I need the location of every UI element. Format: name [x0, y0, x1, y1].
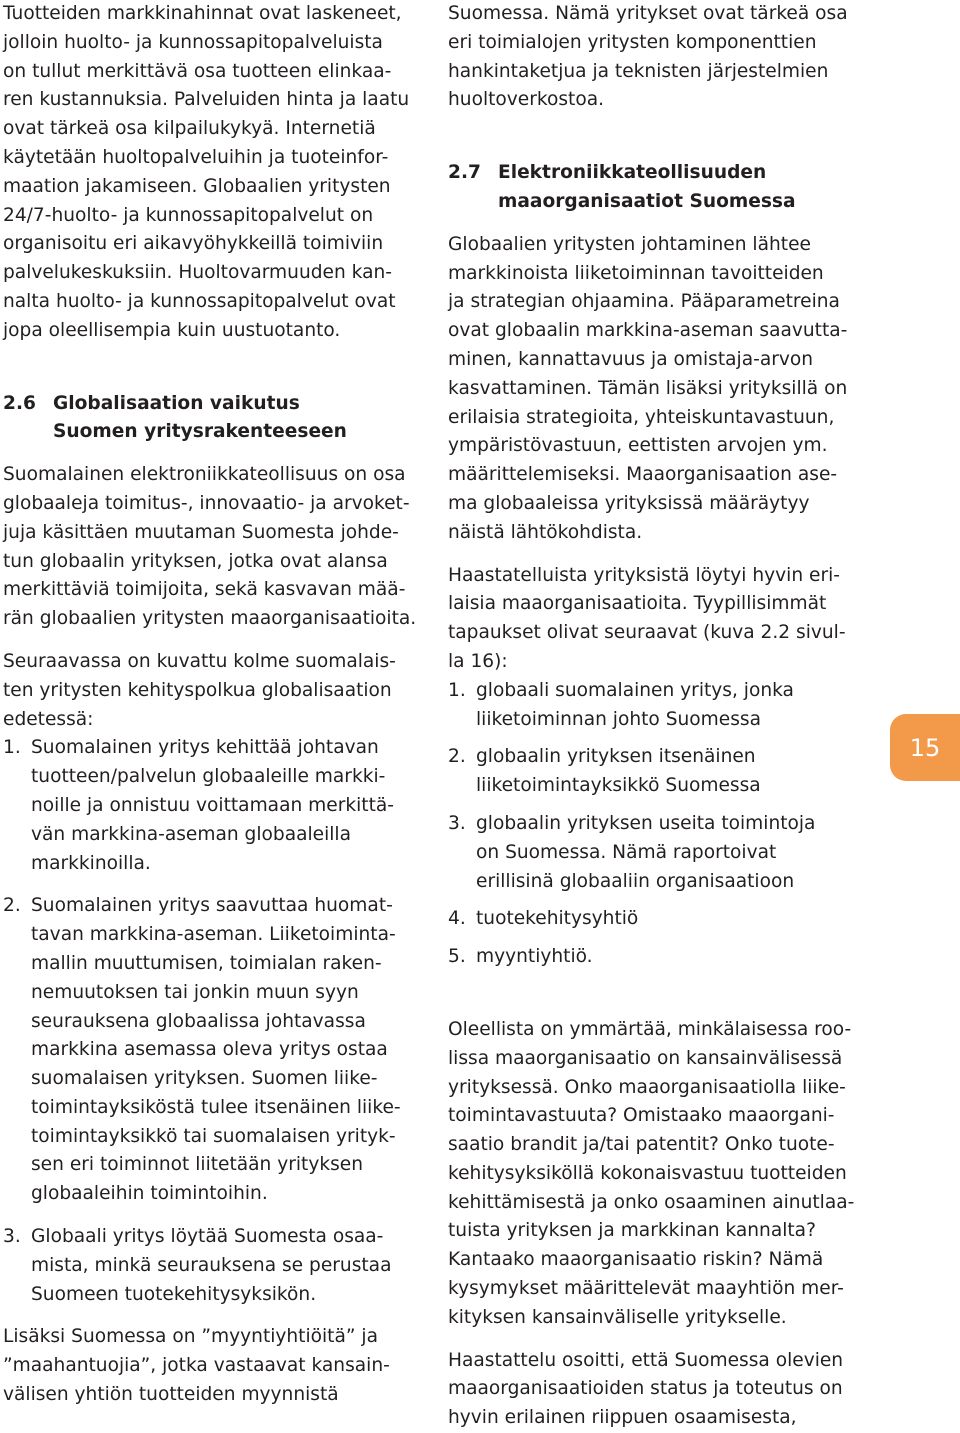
text-line: Lisäksi Suomessa on ”myyntiyhtiöitä” ja: [3, 1326, 378, 1348]
section-heading-2-7: [448, 159, 868, 217]
text-line: tapaukset olivat seuraavat (kuva 2.2 sivul-: [448, 622, 846, 644]
text-line: määrittelemiseksi. Maaorganisaation ase-: [448, 464, 838, 486]
text-line: on Suomessa. Nämä raportoivat: [476, 841, 777, 863]
text-line: Haastatelluista yrityksistä löytyi hyvin eri-: [448, 564, 840, 586]
text-line: Haastattelu osoitti, että Suomessa olevien: [448, 1349, 844, 1371]
text-line: ovat tärkeä osa kilpailukykyä. Internetiä: [3, 118, 376, 140]
list-number: 3.: [448, 812, 466, 834]
paragraph: [448, 562, 868, 677]
text-line: Globaali yritys löytää Suomesta osaa-: [31, 1226, 384, 1248]
numbered-list: [448, 677, 868, 972]
text-line: ”maahantuojia”, jotka vastaavat kansain-: [3, 1355, 390, 1377]
text-line: globaaleihin toimintoihin.: [31, 1183, 268, 1205]
right-column: [448, 0, 868, 1433]
text-line: hyvin erilainen riippuen osaamisesta,: [448, 1407, 797, 1429]
text-line: Suomessa. Nämä yritykset ovat tärkeä osa: [448, 3, 848, 24]
text-line: ten yritysten kehityspolkua globalisaation: [3, 679, 392, 701]
text-line: hankintaketjua ja teknisten järjestelmien: [448, 60, 829, 82]
text-line: Suomalainen yritys saavuttaa huomat-: [31, 895, 393, 917]
list-number: 3.: [3, 1226, 21, 1248]
text-line: maaorganisaatioiden status ja toteutus on: [448, 1378, 843, 1400]
text-line: organisoitu eri aikavyöhykkeillä toimiviin: [3, 233, 384, 255]
text-line: globaali suomalainen yritys, jonka: [476, 679, 794, 701]
text-line: liiketoiminnan johto Suomessa: [476, 708, 761, 730]
text-line: Kantaako maaorganisaatio riskin? Nämä: [448, 1249, 824, 1271]
list-number: 1.: [448, 679, 466, 701]
text-line: Suomeen tuotekehitysyksikön.: [31, 1283, 317, 1305]
text-line: Tuotteiden markkinahinnat ovat laskeneet,: [3, 3, 402, 24]
paragraph: [448, 231, 868, 548]
text-line: saatio brandit ja/tai patentit? Onko tuote-: [448, 1134, 835, 1156]
text-line: erilaisia strategioita, yhteiskuntavastuun,: [448, 406, 835, 428]
text-line: juja käsittäen muutaman Suomesta johde-: [3, 521, 399, 543]
text-line: maation jakamiseen. Globaalien yritysten: [3, 175, 391, 197]
text-line: tuotekehitysyhtiö: [476, 908, 639, 930]
list-item: [448, 905, 868, 934]
text-line: la 16):: [448, 650, 508, 672]
text-line: Suomalainen yritys kehittää johtavan: [31, 737, 379, 759]
text-line: globaalin yrityksen useita toimintoja: [476, 812, 816, 834]
text-line: kityksen kansainväliselle yritykselle.: [448, 1306, 787, 1328]
section-heading-2-6: [3, 390, 428, 448]
left-column: [3, 0, 428, 1410]
text-line: Seuraavassa on kuvattu kolme suomalais-: [3, 650, 396, 672]
text-line: mista, minkä seurauksena se perustaa: [31, 1254, 392, 1276]
text-line: globaalin yrityksen itsenäinen: [476, 746, 756, 768]
paragraph: [3, 648, 428, 734]
text-line: Suomalainen elektroniikkateollisuus on osa: [3, 464, 406, 486]
text-line: jolloin huolto- ja kunnossapitopalveluista: [3, 31, 383, 53]
text-line: kysymykset määrittelevät maayhtiön mer-: [448, 1278, 844, 1300]
text-line: kehittämisestä ja onko osaaminen ainutlaa-: [448, 1191, 855, 1213]
text-line: Oleellista on ymmärtää, minkälaisessa roo-: [448, 1018, 852, 1040]
list-number: 2.: [3, 895, 21, 917]
text-line: liiketoimintayksikkö Suomessa: [476, 775, 761, 797]
list-item: [448, 810, 868, 896]
list-number: 2.: [448, 746, 466, 768]
text-line: markkinoista liiketoiminnan tavoitteiden: [448, 262, 824, 284]
text-line: globaaleja toimitus-, innovaatio- ja arvoket-: [3, 492, 410, 514]
text-line: ma globaaleissa yrityksissä määräytyy: [448, 492, 810, 514]
section-title-line: Globalisaation vaikutus: [53, 392, 300, 414]
text-line: tuotteen/palvelun globaaleille markki-: [31, 766, 386, 788]
text-line: seurauksena globaalissa johtavassa: [31, 1010, 366, 1032]
text-line: noille ja onnistuu voittamaan merkittä-: [31, 794, 394, 816]
text-line: toimintayksikkö tai suomalaisen yrityk-: [31, 1125, 396, 1147]
section-number: 2.7: [448, 162, 481, 184]
section-title-line: Elektroniikkateollisuuden: [498, 162, 767, 184]
text-line: tun globaalin yrityksen, jotka ovat alansa: [3, 550, 388, 572]
text-line: palvelukeskuksiin. Huoltovarmuuden kan-: [3, 262, 392, 284]
text-line: tavan markkina-aseman. Liiketoiminta-: [31, 924, 396, 946]
page-number-tab: [890, 714, 960, 781]
text-line: markkinoilla.: [31, 852, 151, 874]
text-line: mallin muuttumisen, toimialan raken-: [31, 952, 382, 974]
text-line: ympäristövastuun, eettisten arvojen ym.: [448, 435, 828, 457]
intro-paragraph: [3, 0, 428, 346]
text-line: edetessä:: [3, 708, 94, 730]
text-line: jopa oleellisempia kuin uustuotanto.: [3, 319, 341, 341]
text-line: toimintavastuuta? Omistaako maaorgani-: [448, 1105, 835, 1127]
paragraph: [3, 1323, 428, 1409]
text-line: käytetään huoltopalveluihin ja tuoteinfor-: [3, 146, 389, 168]
page-number: 15: [909, 733, 941, 762]
text-line: tuista yrityksen ja markkinan kannalta?: [448, 1220, 816, 1242]
text-line: erillisinä globaaliin organisaatioon: [476, 870, 795, 892]
text-line: nalta huolto- ja kunnossapitopalvelut ovat: [3, 290, 396, 312]
text-line: on tullut merkittävä osa tuotteen elinkaa-: [3, 60, 392, 82]
text-line: toimintayksiköstä tulee itsenäinen liike-: [31, 1096, 401, 1118]
text-line: ja strategian ohjaamina. Pääparametreina: [448, 291, 840, 313]
paragraph: [3, 461, 428, 634]
text-line: rän globaalien yritysten maaorganisaatioita.: [3, 608, 417, 630]
text-line: minen, kannattavuus ja omistaja-arvon: [448, 348, 814, 370]
text-line: myyntiyhtiö.: [476, 946, 593, 968]
text-line: huoltoverkostoa.: [448, 89, 605, 111]
list-item: [3, 892, 428, 1209]
text-line: suomalaisen yrityksen. Suomen liike-: [31, 1068, 378, 1090]
text-line: sen eri toiminnot liitetään yrityksen: [31, 1154, 364, 1176]
section-title-line: Suomen yritysrakenteeseen: [53, 421, 347, 443]
list-number: 1.: [3, 737, 21, 759]
text-line: markkina asemassa oleva yritys ostaa: [31, 1039, 388, 1061]
list-number: 5.: [448, 946, 466, 968]
text-line: merkittäviä toimijoita, sekä kasvavan mää-: [3, 579, 406, 601]
list-item: [448, 677, 868, 735]
text-line: ovat globaalin markkina-aseman saavutta-: [448, 320, 848, 342]
text-line: kasvattaminen. Tämän lisäksi yrityksillä on: [448, 377, 848, 399]
text-line: laisia maaorganisaatioita. Tyypillisimmät: [448, 593, 827, 615]
list-item: [448, 743, 868, 801]
text-line: kehitysyksiköllä kokonaisvastuu tuotteiden: [448, 1162, 847, 1184]
text-line: välisen yhtiön tuotteiden myynnistä: [3, 1384, 339, 1406]
text-line: vän markkina-aseman globaaleilla: [31, 823, 351, 845]
paragraph: [448, 1016, 868, 1333]
section-number: 2.6: [3, 392, 36, 414]
text-line: ren kustannuksia. Palveluiden hinta ja laatu: [3, 89, 410, 111]
text-line: nemuutoksen tai jonkin muun syyn: [31, 981, 359, 1003]
text-line: 24/7-huolto- ja kunnossapitopalvelut on: [3, 204, 374, 226]
text-line: lissa maaorganisaatio on kansainvälisessä: [448, 1047, 843, 1069]
list-item: [448, 943, 868, 972]
paragraph: [448, 1347, 868, 1433]
numbered-list: [3, 734, 428, 1309]
list-item: [3, 1223, 428, 1309]
continued-paragraph: [448, 0, 868, 115]
text-line: yrityksessä. Onko maaorganisaatiolla liike-: [448, 1076, 846, 1098]
list-number: 4.: [448, 908, 466, 930]
text-line: näistä lähtökohdista.: [448, 521, 643, 543]
text-line: eri toimialojen yritysten komponenttien: [448, 31, 817, 53]
text-line: Globaalien yritysten johtaminen lähtee: [448, 233, 811, 255]
section-title-line: maaorganisaatiot Suomessa: [498, 190, 796, 212]
list-item: [3, 734, 428, 878]
